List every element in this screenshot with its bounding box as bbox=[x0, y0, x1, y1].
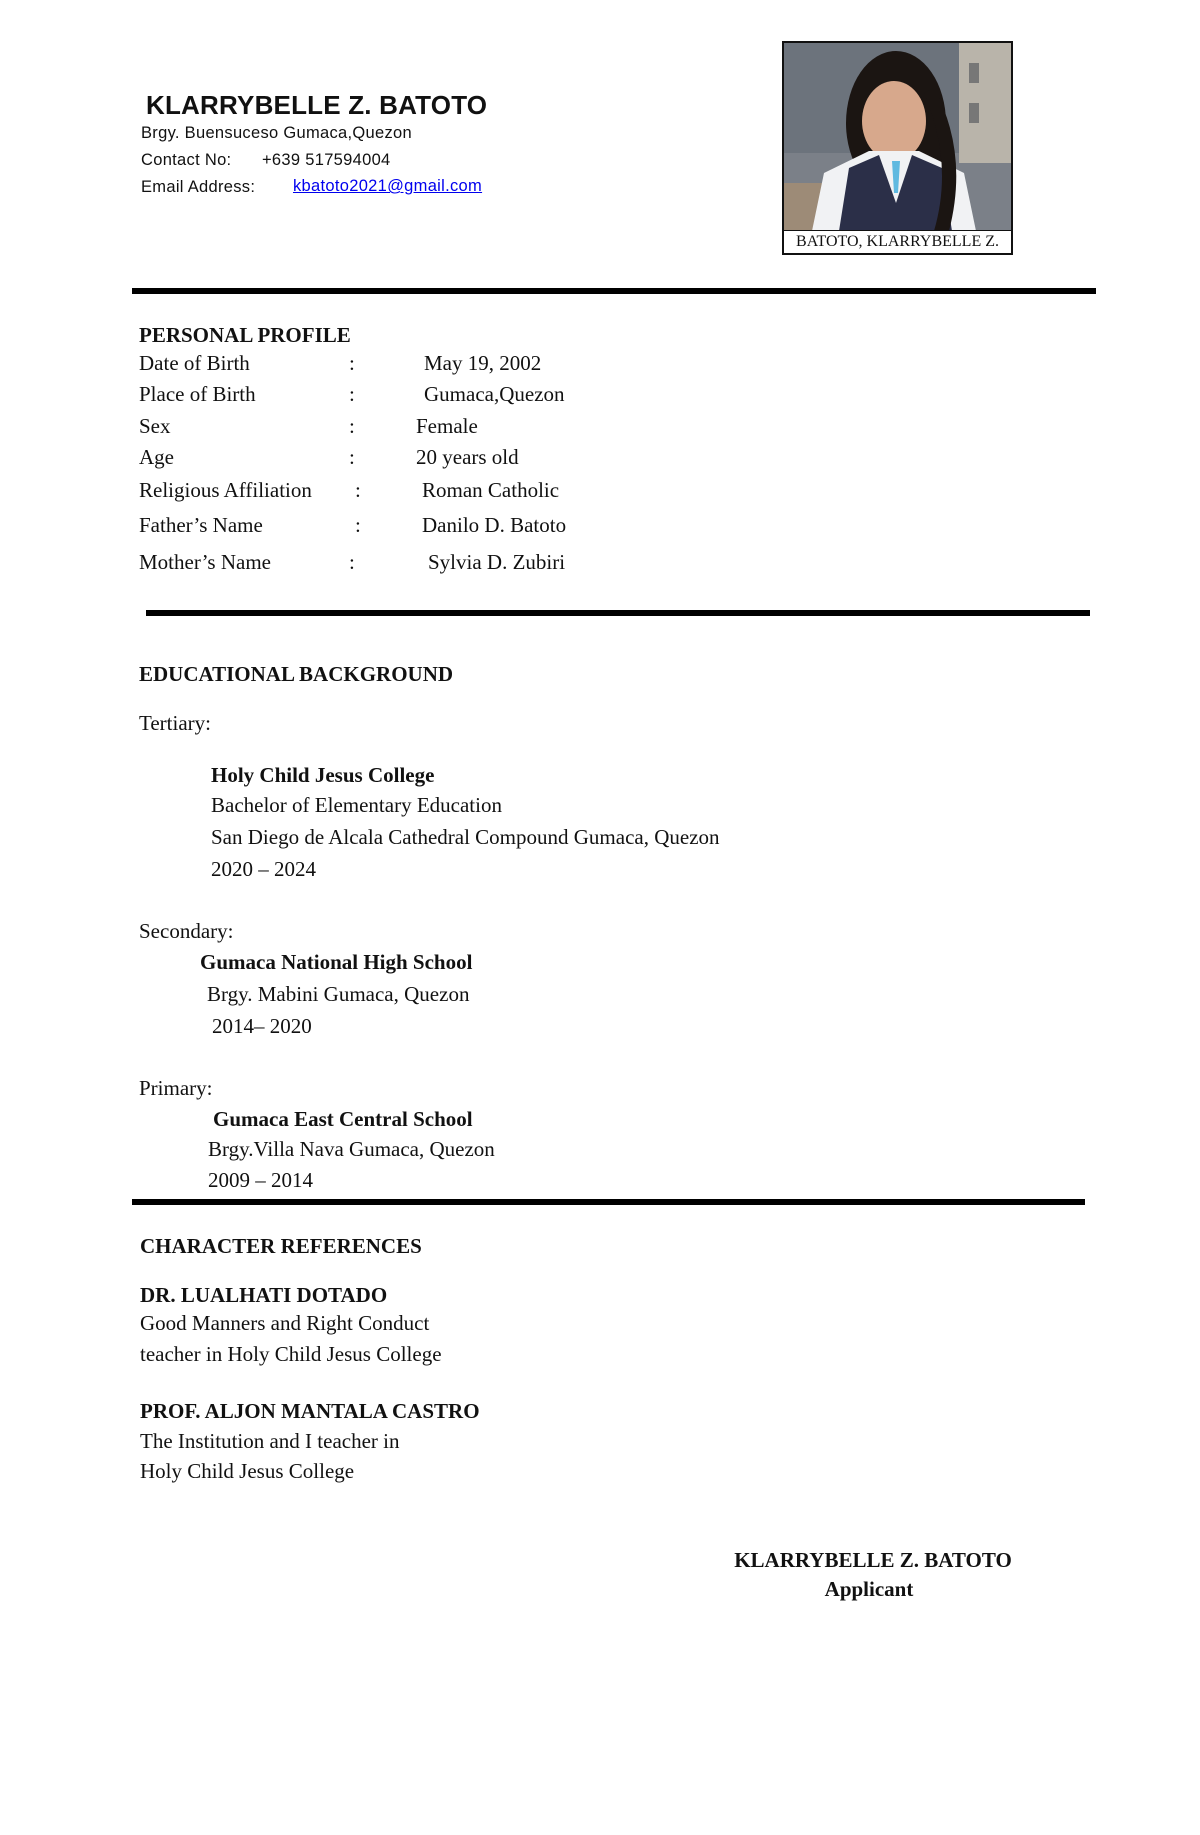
reference-line: Good Manners and Right Conduct bbox=[140, 1311, 430, 1335]
profile-value: Roman Catholic bbox=[422, 478, 560, 502]
profile-label: Sex bbox=[139, 414, 171, 438]
address: Brgy. Buensuceso Gumaca,Quezon bbox=[141, 124, 413, 142]
secondary-address: Brgy. Mabini Gumaca, Quezon bbox=[207, 982, 470, 1006]
profile-label: Mother’s Name bbox=[139, 550, 271, 574]
profile-value: 20 years old bbox=[416, 445, 519, 469]
primary-years: 2009 – 2014 bbox=[208, 1168, 313, 1192]
email-label: Email Address: bbox=[141, 178, 256, 196]
education-heading: EDUCATIONAL BACKGROUND bbox=[139, 662, 454, 686]
profile-separator: : bbox=[355, 478, 361, 502]
primary-school: Gumaca East Central School bbox=[213, 1107, 473, 1131]
profile-value: Danilo D. Batoto bbox=[422, 513, 567, 537]
primary-address: Brgy.Villa Nava Gumaca, Quezon bbox=[208, 1137, 495, 1161]
primary-label: Primary: bbox=[139, 1076, 213, 1100]
tertiary-course: Bachelor of Elementary Education bbox=[211, 793, 502, 817]
profile-label: Religious Affiliation bbox=[139, 478, 312, 502]
reference-name: PROF. ALJON MANTALA CASTRO bbox=[140, 1399, 480, 1423]
divider-1 bbox=[132, 288, 1096, 294]
reference-name: DR. LUALHATI DOTADO bbox=[140, 1283, 388, 1307]
portrait-image bbox=[784, 43, 1011, 231]
photo-caption: BATOTO, KLARRYBELLE Z. bbox=[784, 230, 1011, 253]
signature-name: KLARRYBELLE Z. BATOTO bbox=[734, 1548, 1012, 1572]
contact-label: Contact No: bbox=[141, 151, 232, 169]
tertiary-years: 2020 – 2024 bbox=[211, 857, 316, 881]
reference-line: teacher in Holy Child Jesus College bbox=[140, 1342, 442, 1366]
secondary-years: 2014– 2020 bbox=[212, 1014, 312, 1038]
reference-line: The Institution and I teacher in bbox=[140, 1429, 400, 1453]
profile-separator: : bbox=[349, 414, 355, 438]
profile-label: Place of Birth bbox=[139, 382, 256, 406]
profile-separator: : bbox=[349, 550, 355, 574]
profile-value: Female bbox=[416, 414, 478, 438]
tertiary-school: Holy Child Jesus College bbox=[211, 763, 435, 787]
tertiary-label: Tertiary: bbox=[139, 711, 211, 735]
profile-value: Sylvia D. Zubiri bbox=[428, 550, 566, 574]
applicant-name: KLARRYBELLE Z. BATOTO bbox=[146, 90, 488, 120]
profile-label: Age bbox=[139, 445, 174, 469]
profile-label: Date of Birth bbox=[139, 351, 250, 375]
profile-label: Father’s Name bbox=[139, 513, 263, 537]
tertiary-address: San Diego de Alcala Cathedral Compound Gumaca, Quezon bbox=[211, 825, 720, 849]
applicant-photo bbox=[782, 41, 1013, 255]
divider-3 bbox=[132, 1199, 1085, 1205]
secondary-school: Gumaca National High School bbox=[200, 950, 473, 974]
divider-2 bbox=[146, 610, 1090, 616]
email-link[interactable]: kbatoto2021@gmail.com bbox=[293, 177, 483, 195]
profile-separator: : bbox=[349, 382, 355, 406]
profile-separator: : bbox=[349, 445, 355, 469]
references-heading: CHARACTER REFERENCES bbox=[140, 1234, 422, 1258]
secondary-label: Secondary: bbox=[139, 919, 234, 943]
reference-line: Holy Child Jesus College bbox=[140, 1459, 355, 1483]
signature-title: Applicant bbox=[824, 1577, 914, 1601]
profile-separator: : bbox=[349, 351, 355, 375]
contact-value: +639 517594004 bbox=[262, 151, 391, 169]
profile-value: Gumaca,Quezon bbox=[424, 382, 565, 406]
profile-separator: : bbox=[355, 513, 361, 537]
profile-value: May 19, 2002 bbox=[424, 351, 542, 375]
personal-profile-heading: PERSONAL PROFILE bbox=[139, 323, 351, 347]
